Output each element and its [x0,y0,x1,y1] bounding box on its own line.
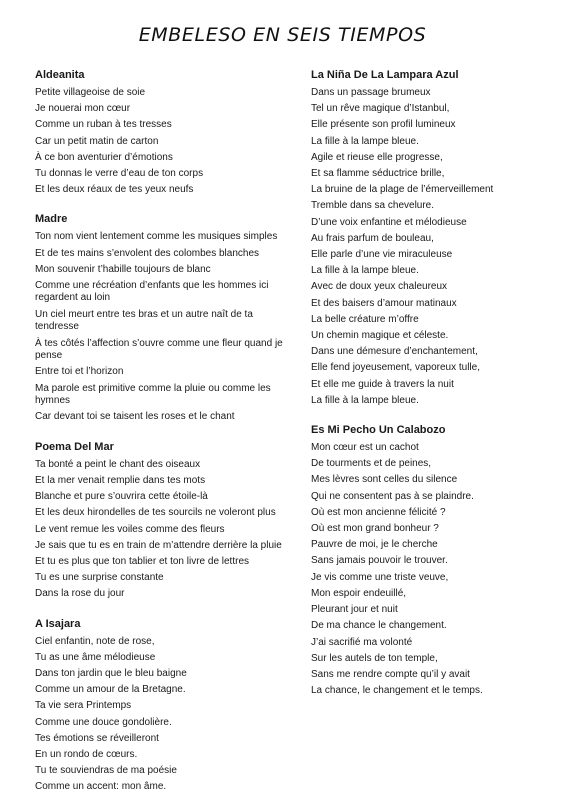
poem-lines [35,85,297,198]
poem-line: Sans jamais pouvoir le trouver. [311,555,448,567]
poem-line: Tu es une surprise constante [35,572,164,584]
poem-line: Ma parole est primitive comme la pluie ou comme les hymnes [35,382,271,407]
right-column [311,68,551,713]
poem-line: Dans la rose du jour [35,588,125,600]
poem-line: Avec de doux yeux chaleureux [311,281,448,293]
poem-line: La chance, le changement et le temps. [311,685,483,697]
poem-line: Ta bonté a peint le chant des oiseaux [35,458,201,470]
poem-madre [35,212,297,425]
poem-line: Dans ton jardin que le bleu baigne [35,667,187,679]
poem-line: Comme une douce gondolière. [35,716,172,728]
poem-line: La fille à la lampe bleue. [311,135,419,147]
poem-line: Elle présente son profil lumineux [311,119,456,131]
poem-line: Et des baisers d’amour matinaux [311,297,457,309]
poem-line: Et sa flamme séductrice brille, [311,168,445,180]
poem-line: Je nouerai mon cœur [35,103,131,115]
poem-line: Et les deux réaux de tes yeux neufs [35,184,194,196]
poem-line: Comme un amour de la Bretagne. [35,684,186,696]
poem-line: Elle parle d’une vie miraculeuse [311,249,453,261]
poem-line: Dans une démesure d’enchantement, [311,346,478,358]
poem-line: Petite villageoise de soie [35,87,146,98]
poem-line: Entre toi et l’horizon [35,366,124,378]
poem-line: D’une voix enfantine et mélodieuse [311,216,467,228]
poem-line: Et la mer venait remplie dans tes mots [35,474,206,486]
document-title: EMBELESO EN SEIS TIEMPOS [138,24,427,46]
poem-title: Madre [35,213,68,226]
poem-line: Tu as une âme mélodieuse [35,651,156,663]
poem-line: Car un petit matin de carton [35,135,159,147]
poem-line: Mon souvenir t’habille toujours de blanc [35,263,211,275]
poem-line: De tourments et de peines, [311,458,432,470]
poem-line: Et elle me guide à travers la nuit [311,378,454,390]
poem-line: Je vis comme une triste veuve, [311,571,449,583]
poem-aldeanita [35,68,297,198]
poem-line: Car devant toi se taisent les roses et le chant [35,411,235,423]
poem-line: Mon cœur est un cachot [311,442,419,454]
poem-line: Elle fend joyeusement, vaporeux tulle, [311,362,480,374]
poem-line: Où est mon ancienne félicité ? [311,506,446,518]
poem-title: Es Mi Pecho Un Calabozo [311,424,446,437]
poem-line: Et les deux hirondelles de tes sourcils ne voleront plus [35,507,276,519]
poem-line: À tes côtés l’affection s’ouvre comme une fleur quand je pense [35,337,283,362]
poem-lines [311,85,551,409]
poem-line: Où est mon grand bonheur ? [311,523,439,535]
poem-poema-del-mar [35,440,297,603]
poem-line: Un ciel meurt entre tes bras et un autre naît de ta tendresse [35,308,253,333]
poem-line: Un chemin magique et céleste. [311,330,449,342]
poem-line: Et de tes mains s’envolent des colombes blanches [35,247,260,259]
poem-lines [311,440,551,699]
poem-line: Sans me rendre compte qu’il y avait [311,668,470,680]
poem-line: La fille à la lampe bleue. [311,265,419,277]
left-column [35,68,297,810]
poem-line: La belle créature m’offre [311,313,419,325]
poem-line: À ce bon aventurier d’émotions [35,151,173,163]
poem-line: Sur les autels de ton temple, [311,652,438,664]
poem-line: Tel un rêve magique d’Istanbul, [311,103,450,115]
poem-line: Ciel enfantin, note de rose, [35,635,155,647]
poem-line: Tu donnas le verre d’eau de ton corps [35,168,204,180]
poem-lines [35,229,297,425]
poem-line: Ton nom vient lentement comme les musiques simples [35,231,278,243]
poem-line: Mon espoir endeuillé, [311,587,407,599]
poem-line: Tes émotions se réveilleront [35,732,159,744]
poem-line: Pleurant jour et nuit [311,604,398,616]
poem-es-mi-pecho-un-calabozo [311,423,551,699]
poem-line: Au frais parfum de bouleau, [311,232,434,244]
poem-line: Et tu es plus que ton tablier et ton livre de lettres [35,555,250,567]
poem-line: Agile et rieuse elle progresse, [311,151,443,163]
poem-line: Blanche et pure s’ouvrira cette étoile-là [35,491,208,503]
poem-line: Ta vie sera Printemps [35,700,132,712]
poem-line: J’ai sacrifié ma volonté [311,636,413,648]
poem-line: La bruine de la plage de l’émerveillement [311,184,494,196]
poem-line: Tu te souviendras de ma poésie [35,765,177,777]
poem-line: Qui ne consentent pas à se plaindre. [311,490,474,502]
poem-title: Poema Del Mar [35,440,114,453]
poem-line: Comme un ruban à tes tresses [35,119,172,131]
poem-line: Le vent remue les voiles comme des fleurs [35,523,225,535]
poem-line: En un rondo de cœurs. [35,748,138,760]
poem-line: Je sais que tu es en train de m’attendre derrière la pluie [35,539,282,551]
poem-lines [35,457,297,603]
poem-line: Comme un accent: mon âme. [35,781,167,793]
poem-line: Mes lèvres sont celles du silence [311,474,458,486]
poem-line: La fille à la lampe bleue. [311,394,419,406]
poem-a-isajara [35,617,297,796]
poem-lines [35,634,297,796]
poem-line: De ma chance le changement. [311,620,447,632]
poem-title: A Isajara [35,617,81,630]
poem-line: Tremble dans sa chevelure. [311,200,435,212]
poem-la-nina-de-la-lampara-azul [311,68,551,409]
poem-title: Aldeanita [35,69,85,81]
poem-line: Dans un passage brumeux [311,87,431,98]
poem-line: Pauvre de moi, je le cherche [311,539,438,551]
poem-title: La Niña De La Lampara Azul [311,69,459,81]
poem-line: Comme une récréation d’enfants que les hommes ici regardent au loin [35,280,269,304]
